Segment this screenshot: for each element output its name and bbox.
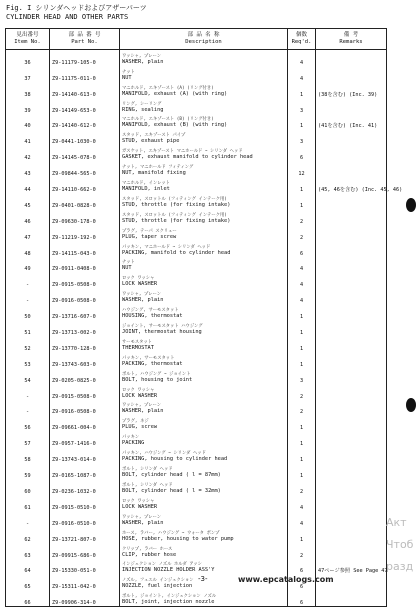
binder-hole-icon (406, 198, 416, 212)
table-row (6, 98, 387, 114)
remarks-cell (316, 304, 387, 320)
table-row (6, 463, 387, 479)
qty-cell: 4 (288, 511, 316, 527)
table-row (6, 336, 387, 352)
description-en: PACKING (122, 440, 145, 447)
description-cell (120, 479, 288, 495)
qty-cell: 4 (288, 288, 316, 304)
part-no-cell: Z9-0915-0508-0 (50, 384, 120, 400)
item-no-cell: - (6, 272, 50, 288)
qty-cell: 3 (288, 368, 316, 384)
item-no-cell: 37 (6, 66, 50, 82)
part-no-cell: Z9-09906-314-0 (50, 590, 120, 606)
item-no-cell: 58 (6, 447, 50, 463)
description-cell (120, 447, 288, 463)
description-en: BOLT, joint, injection nozzle (122, 599, 215, 606)
description-jp: サーモスタット (122, 339, 153, 345)
remarks-cell (316, 479, 387, 495)
description-en: THERMOSTAT (122, 344, 154, 351)
table-row (6, 384, 387, 400)
description-cell (120, 527, 288, 543)
table-row (6, 272, 387, 288)
remarks-cell (316, 161, 387, 177)
part-no-cell: Z9-0441-1030-0 (50, 129, 120, 145)
item-no-cell: 42 (6, 145, 50, 161)
description-en: HOUSING, thermostat (122, 313, 183, 320)
item-no-cell: 40 (6, 114, 50, 130)
part-no-cell: Z9-0915-0510-0 (50, 495, 120, 511)
qty-cell: 6 (288, 559, 316, 575)
table-row (6, 193, 387, 209)
item-no-cell: - (6, 400, 50, 416)
remarks-cell (316, 129, 387, 145)
qty-cell: 4 (288, 495, 316, 511)
part-no-cell: Z9-0165-1087-0 (50, 463, 120, 479)
qty-cell: 6 (288, 145, 316, 161)
table-row (6, 225, 387, 241)
description-en: PLUG, taper screw (122, 233, 177, 240)
description-en: WASHER, plain (122, 519, 164, 526)
remarks-cell (316, 272, 387, 288)
description-jp: マニホルド, エキゾースト (B) (リング付き) (122, 117, 214, 123)
description-en: LOCK WASHER (122, 503, 158, 510)
table-row (6, 288, 387, 304)
description-cell (120, 193, 288, 209)
part-no-cell: Z9-0205-0825-0 (50, 368, 120, 384)
description-en: MANIFOLD, inlet (122, 186, 170, 193)
table-row (6, 511, 387, 527)
qty-cell: 4 (288, 257, 316, 273)
item-no-cell: 57 (6, 431, 50, 447)
part-no-cell: Z9-14145-078-0 (50, 145, 120, 161)
part-no-cell: Z9-11175-011-0 (50, 66, 120, 82)
part-no-cell: Z9-15311-042-0 (50, 574, 120, 590)
table-row (6, 129, 387, 145)
item-no-cell: 62 (6, 527, 50, 543)
remarks-cell (316, 447, 387, 463)
item-no-cell: 61 (6, 495, 50, 511)
qty-cell: 1 (288, 527, 316, 543)
remarks-cell (316, 463, 387, 479)
table-row (6, 320, 387, 336)
description-en: NUT (122, 265, 132, 272)
description-cell (120, 98, 288, 114)
item-no-cell: 51 (6, 320, 50, 336)
description-cell (120, 320, 288, 336)
description-jp: リング, シーリング (122, 101, 162, 107)
remarks-cell (316, 320, 387, 336)
description-en: WASHER, plain (122, 58, 164, 65)
description-jp: ナット, マニホールド フィティング (122, 165, 194, 171)
description-jp: スタッド, エキゾースト パイプ (122, 133, 186, 139)
description-en: PACKING, manifold to cylinder head (122, 249, 231, 256)
description-jp: ホース, ラバー, ハウジング ~ ウォータ ポンプ (122, 530, 220, 536)
col-part-no: 部 品 番 号 Part No. (50, 29, 120, 50)
part-no-cell: Z9-0915-0508-0 (50, 272, 120, 288)
item-no-cell: 59 (6, 463, 50, 479)
qty-cell: 1 (288, 177, 316, 193)
table-row (6, 209, 387, 225)
item-no-cell: 48 (6, 241, 50, 257)
qty-cell: 2 (288, 400, 316, 416)
description-jp: ボルト, ハウジング ~ ジョイント (122, 371, 191, 377)
description-en: RING, sealing (122, 106, 164, 113)
part-no-cell: Z9-14115-043-0 (50, 241, 120, 257)
qty-cell: 1 (288, 352, 316, 368)
remarks-cell (316, 98, 387, 114)
description-en: NOZZLE, fuel injection (122, 583, 193, 590)
table-row (6, 145, 387, 161)
header-title-jp (6, 4, 147, 13)
remarks-cell (316, 336, 387, 352)
page-header (6, 4, 147, 22)
part-no-cell: Z9-14140-612-0 (50, 114, 120, 130)
description-en: BOLT, cylinder head ( l = 32mm) (122, 487, 221, 494)
item-no-cell: 54 (6, 368, 50, 384)
item-no-cell: 63 (6, 543, 50, 559)
table-row (6, 368, 387, 384)
part-no-cell: Z9-0401-0828-0 (50, 193, 120, 209)
remarks-cell (316, 225, 387, 241)
description-jp: ナット (122, 69, 135, 75)
item-no-cell: 47 (6, 225, 50, 241)
description-jp: ワッシャ, プレーン (122, 514, 161, 520)
description-jp: ワッシャ, プレーン (122, 53, 161, 59)
qty-cell: 1 (288, 193, 316, 209)
table-row (6, 257, 387, 273)
description-en: NUT, manifold fixing (122, 170, 186, 177)
description-jp: プラグ, テーパ スクリュー (122, 228, 177, 234)
table-row (6, 447, 387, 463)
qty-cell: 2 (288, 384, 316, 400)
description-jp: プラグ, ネジ (122, 419, 149, 425)
description-cell (120, 82, 288, 98)
qty-cell: 6 (288, 590, 316, 606)
item-no-cell: 44 (6, 177, 50, 193)
description-jp: ボルト, シリンダ ヘッド (122, 482, 173, 488)
remarks-cell (316, 543, 387, 559)
description-en: STUD, throttle (for fixing intake) (122, 201, 231, 208)
description-en: WASHER, plain (122, 408, 164, 415)
description-cell (120, 431, 288, 447)
table-row (6, 82, 387, 98)
part-no-cell: Z9-13713-002-0 (50, 320, 120, 336)
figure-label: Fig. I (6, 4, 32, 12)
description-cell (120, 543, 288, 559)
part-no-cell: Z9-0911-0408-0 (50, 257, 120, 273)
table-row (6, 495, 387, 511)
item-no-cell: 60 (6, 479, 50, 495)
item-no-cell: - (6, 511, 50, 527)
item-no-cell: 49 (6, 257, 50, 273)
description-jp: ワッシャ, プレーン (122, 403, 161, 409)
description-cell (120, 225, 288, 241)
description-jp: マニホルド, エキゾースト (A) (リング付き) (122, 85, 214, 91)
qty-cell: 4 (288, 66, 316, 82)
col-qty: 個数 Req'd. (288, 29, 316, 50)
description-jp: ノズル, フュエル インジェクション (122, 578, 194, 584)
description-jp: スタッド, スロットル (フィティング インテーク用) (122, 196, 227, 202)
table-row (6, 352, 387, 368)
table-row (6, 177, 387, 193)
description-cell (120, 177, 288, 193)
description-jp: ナット (122, 260, 135, 266)
part-no-cell: Z9-13743-014-0 (50, 447, 120, 463)
description-cell (120, 352, 288, 368)
qty-cell: 6 (288, 574, 316, 590)
description-en: BOLT, housing to joint (122, 376, 193, 383)
description-jp: ロック ワッシャ (122, 387, 155, 393)
description-en: LOCK WASHER (122, 392, 158, 399)
description-jp: ボルト, シリンダ ヘッド (122, 467, 173, 473)
qty-cell: 1 (288, 114, 316, 130)
description-en: PLUG, screw (122, 424, 158, 431)
item-no-cell: 38 (6, 82, 50, 98)
part-no-cell: Z9-0916-0508-0 (50, 400, 120, 416)
qty-cell: 1 (288, 431, 316, 447)
description-cell (120, 272, 288, 288)
description-en: MANIFOLD, exhaust (A) (with ring) (122, 90, 228, 97)
qty-cell: 1 (288, 336, 316, 352)
col-item-no: 見出番号 Item No. (6, 29, 50, 50)
remarks-cell (316, 511, 387, 527)
qty-cell: 1 (288, 320, 316, 336)
description-jp: ハウジング, サーモスタット (122, 308, 179, 314)
remarks-cell (316, 288, 387, 304)
watermark: Акт Чтоб разд (386, 516, 414, 573)
remarks-cell (316, 241, 387, 257)
description-jp: パッキン (122, 435, 140, 441)
remarks-cell (316, 368, 387, 384)
qty-cell: 2 (288, 225, 316, 241)
item-no-cell: 45 (6, 193, 50, 209)
part-no-cell: Z9-0236-1032-0 (50, 479, 120, 495)
site-link[interactable]: www.epcatalogs.com (238, 575, 334, 584)
remarks-cell (316, 50, 387, 66)
page-number: -3- (198, 575, 208, 583)
description-cell (120, 368, 288, 384)
table-row (6, 50, 387, 66)
description-jp: ボルト, ジョイント, インジェクション ノズル (122, 594, 217, 600)
remarks-cell (316, 431, 387, 447)
description-jp: ワッシャ, プレーン (122, 292, 161, 298)
remarks-cell (316, 495, 387, 511)
description-en: CLIP, rubber hose (122, 551, 177, 558)
part-no-cell: Z9-0957-1416-0 (50, 431, 120, 447)
part-no-cell: Z9-14149-653-0 (50, 98, 120, 114)
table-row (6, 415, 387, 431)
qty-cell: 3 (288, 98, 316, 114)
remarks-cell (316, 590, 387, 606)
col-remarks: 備 考 Remarks (316, 29, 387, 50)
description-en: PACKING, housing to cylinder head (122, 456, 228, 463)
item-no-cell: 39 (6, 98, 50, 114)
item-no-cell: 65 (6, 574, 50, 590)
item-no-cell: 36 (6, 50, 50, 66)
description-jp: インジェクション ノズル ホルダ アッシ (122, 562, 202, 568)
part-no-cell: Z9-09915-686-0 (50, 543, 120, 559)
description-jp: ロック ワッシャ (122, 276, 155, 282)
qty-cell: 4 (288, 272, 316, 288)
item-no-cell: 53 (6, 352, 50, 368)
remarks-cell: 47ページ参照 See Page 47 (316, 559, 387, 575)
description-cell (120, 415, 288, 431)
remarks-cell: (41を含む) (Inc. 41) (316, 114, 387, 130)
table-row (6, 66, 387, 82)
description-jp: パッキン, ハウジング ~ シリンダ ヘッド (122, 451, 206, 457)
table-row (6, 400, 387, 416)
description-cell (120, 114, 288, 130)
description-en: HOSE, rubber, housing to water pump (122, 535, 234, 542)
part-no-cell: Z9-14140-613-0 (50, 82, 120, 98)
part-no-cell: Z9-14110-662-0 (50, 177, 120, 193)
item-no-cell: 50 (6, 304, 50, 320)
table-row (6, 304, 387, 320)
description-en: BOLT, cylinder head ( l = 87mm) (122, 472, 221, 479)
description-cell (120, 161, 288, 177)
table-row (6, 590, 387, 606)
qty-cell: 2 (288, 543, 316, 559)
description-cell (120, 511, 288, 527)
part-no-cell: Z9-13770-128-0 (50, 336, 120, 352)
remarks-cell (316, 257, 387, 273)
description-cell (120, 66, 288, 82)
table-row (6, 559, 387, 575)
part-no-cell: Z9-11219-192-0 (50, 225, 120, 241)
table-row (6, 527, 387, 543)
qty-cell: 12 (288, 161, 316, 177)
qty-cell: 2 (288, 479, 316, 495)
part-no-cell: Z9-13716-607-0 (50, 304, 120, 320)
qty-cell: 1 (288, 463, 316, 479)
remarks-cell (316, 209, 387, 225)
qty-cell: 1 (288, 82, 316, 98)
description-jp: ジョイント, サーモスタット ハウジング (122, 324, 203, 330)
table-row (6, 431, 387, 447)
part-no-cell: Z9-09630-178-0 (50, 209, 120, 225)
remarks-cell (316, 145, 387, 161)
description-en: WASHER, plain (122, 297, 164, 304)
remarks-cell (316, 384, 387, 400)
item-no-cell: 64 (6, 559, 50, 575)
description-en: STUD, throttle (for fixing intake) (122, 217, 231, 224)
description-cell (120, 209, 288, 225)
description-jp: ガスケット, エキゾースト マニホールド ~ シリンダ ヘッド (122, 149, 243, 155)
table-row (6, 161, 387, 177)
description-cell (120, 50, 288, 66)
part-no-cell: Z9-0916-0508-0 (50, 288, 120, 304)
item-no-cell: 46 (6, 209, 50, 225)
qty-cell: 1 (288, 447, 316, 463)
description-jp: スタッド, スロットル (フィティング インテーク用) (122, 212, 227, 218)
description-cell (120, 463, 288, 479)
remarks-cell (316, 66, 387, 82)
remarks-cell (316, 527, 387, 543)
description-cell (120, 257, 288, 273)
description-jp: マニホルド, インレット (122, 181, 170, 187)
description-en: NUT (122, 74, 132, 81)
remarks-cell (316, 415, 387, 431)
description-en: GASKET, exhaust manifold to cylinder head (122, 154, 253, 161)
qty-cell: 1 (288, 304, 316, 320)
description-cell (120, 145, 288, 161)
description-en: MANIFOLD, exhaust (B) (with ring) (122, 122, 228, 129)
description-jp: パッキン, マニホールド ~ シリンダ ヘッド (122, 244, 211, 250)
description-en: STUD, exhaust pipe (122, 138, 180, 145)
qty-cell: 3 (288, 129, 316, 145)
item-no-cell: - (6, 288, 50, 304)
description-cell (120, 304, 288, 320)
table-row (6, 543, 387, 559)
description-cell (120, 495, 288, 511)
item-no-cell: 43 (6, 161, 50, 177)
part-no-cell: Z9-13743-603-0 (50, 352, 120, 368)
part-no-cell: Z9-09661-004-0 (50, 415, 120, 431)
part-no-cell: Z9-09844-565-0 (50, 161, 120, 177)
description-cell (120, 384, 288, 400)
table-header-row (6, 29, 387, 50)
description-cell (120, 288, 288, 304)
table-row (6, 241, 387, 257)
description-en: INJECTION NOZZLE HOLDER ASS'Y (122, 567, 215, 574)
description-cell (120, 590, 288, 606)
qty-cell: 6 (288, 241, 316, 257)
qty-cell: 4 (288, 50, 316, 66)
description-jp: パッキン, サーモスタット (122, 355, 175, 361)
qty-cell: 1 (288, 415, 316, 431)
description-en: LOCK WASHER (122, 281, 158, 288)
description-jp: クリップ, ラバー ホース (122, 546, 173, 552)
title-jp: シリンダヘッドおよびアザーパーツ (35, 4, 147, 12)
part-no-cell: Z9-13721-807-0 (50, 527, 120, 543)
description-cell (120, 336, 288, 352)
description-cell (120, 559, 288, 575)
remarks-cell (316, 193, 387, 209)
description-cell (120, 129, 288, 145)
qty-cell: 2 (288, 209, 316, 225)
remarks-cell (316, 352, 387, 368)
col-description: 部 品 名 称 Description (120, 29, 288, 50)
part-no-cell: Z9-11179-105-0 (50, 50, 120, 66)
item-no-cell: 56 (6, 415, 50, 431)
table-row (6, 479, 387, 495)
remarks-cell: (45, 46を含む) (Inc. 45, 46) (316, 177, 387, 193)
part-no-cell: Z9-15330-051-0 (50, 559, 120, 575)
table-row (6, 114, 387, 130)
item-no-cell: - (6, 384, 50, 400)
title-en: CYLINDER HEAD AND OTHER PARTS (6, 13, 129, 21)
description-en: JOINT, thermostat housing (122, 329, 202, 336)
description-cell (120, 400, 288, 416)
remarks-cell (316, 400, 387, 416)
binder-hole-icon (406, 398, 416, 412)
item-no-cell: 41 (6, 129, 50, 145)
item-no-cell: 66 (6, 590, 50, 606)
description-en: PACKING, thermostat (122, 360, 183, 367)
item-no-cell: 52 (6, 336, 50, 352)
remarks-cell: (38を含む) (Inc. 39) (316, 82, 387, 98)
part-no-cell: Z9-0916-0510-0 (50, 511, 120, 527)
description-jp: ロック ワッシャ (122, 498, 155, 504)
description-cell (120, 241, 288, 257)
